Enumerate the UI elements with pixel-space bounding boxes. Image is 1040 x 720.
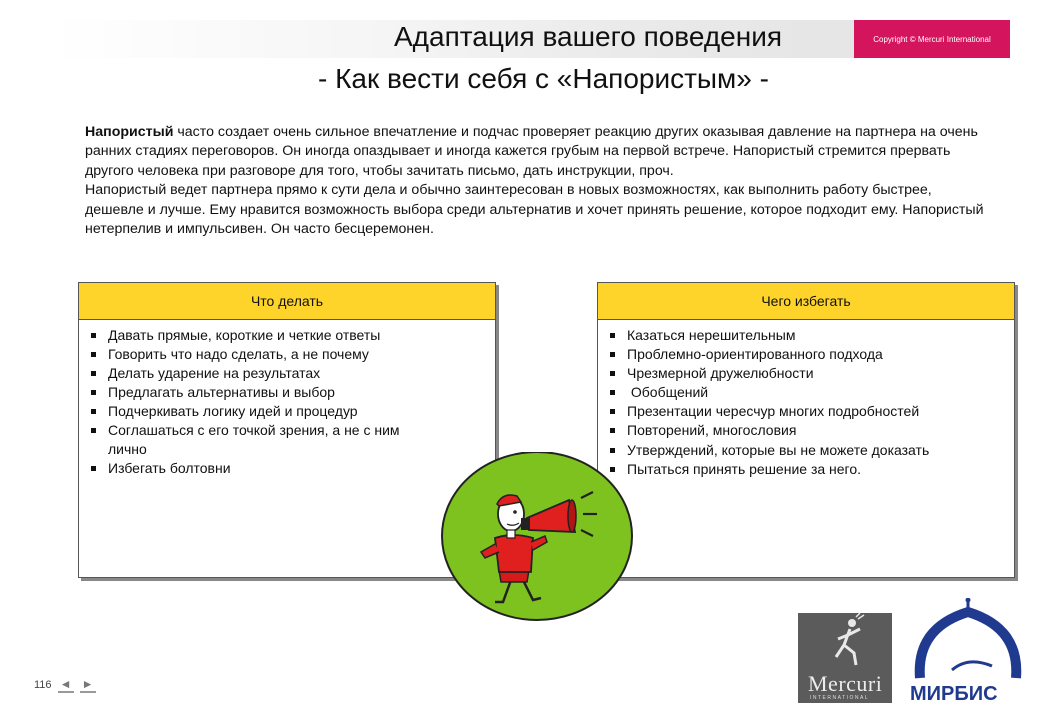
list-item: Казаться нерешительным: [608, 326, 1004, 345]
do-list: [79, 320, 495, 478]
mirbis-logo: [908, 598, 1030, 710]
list-item: Презентации чересчур многих подробностей: [608, 402, 1004, 421]
list-item: Говорить что надо сделать, а не почему: [89, 345, 485, 364]
mirbis-logo-text: МИРБИС: [910, 683, 998, 705]
list-item: Пытаться принять решение за него.: [608, 460, 1004, 479]
copyright-badge: [854, 20, 1010, 58]
page-number: 116: [34, 679, 52, 691]
intro-paragraph-1: [85, 123, 985, 181]
do-panel-header: Что делать: [79, 283, 495, 320]
next-page-button[interactable]: ►: [80, 677, 96, 693]
list-item: Чрезмерной дружелюбности: [608, 364, 1004, 383]
copyright-text: Copyright © Mercuri International: [873, 34, 991, 44]
mercuri-logo-text: Mercuri: [808, 671, 883, 696]
list-item: Обобщений: [608, 383, 1004, 402]
intro-paragraph-1-rest: часто создает очень сильное впечатление и подчас проверяет реакцию других оказывая давление на партнера на очень ранних стадиях переговоров. Он иногда опаздывает и иногда кажется грубым на первой встрече. Напористый стремится прервать другого человека при разговоре для того, чтобы зачитать письмо, дать инструкции, проч.: [85, 124, 978, 179]
avoid-list: [598, 320, 1014, 478]
prev-page-button[interactable]: ◄: [58, 677, 74, 693]
list-item: Утверждений, которые вы не можете доказать: [608, 441, 1004, 460]
page-subtitle: - Как вести себя с «Напористым» -: [318, 63, 769, 94]
list-item: Давать прямые, короткие и четкие ответы: [89, 326, 485, 345]
dome-icon: [908, 598, 1030, 688]
list-item: Делать ударение на результатах: [89, 364, 485, 383]
list-item: Повторений, многословия: [608, 421, 1004, 440]
list-item: Предлагать альтернативы и выбор: [89, 383, 485, 402]
list-item: Соглашаться с его точкой зрения, а не с ним лично: [89, 421, 438, 458]
page-navigation: [34, 677, 96, 693]
page-title: Адаптация вашего поведения: [394, 21, 782, 52]
avoid-panel: [597, 282, 1015, 578]
megaphone-man-icon: [441, 452, 635, 622]
avoid-panel-header: Чего избегать: [598, 283, 1014, 320]
do-panel: [78, 282, 496, 578]
intro-lead-word: Напористый: [85, 124, 174, 140]
intro-paragraph-2: Напористый ведет партнера прямо к сути дела и обычно заинтересован в новых возможностях, как выполнить работу быстрее, дешевле и лучше. Ему нравится возможность выбора среди альтернатив и хочет принять решение, которое подходит ему. Напористый нетерпелив и импульсивен. Он часто бесцеремонен.: [85, 182, 984, 238]
mercuri-logo-subtext: INTERNATIONAL: [810, 695, 870, 701]
runner-icon: [798, 613, 892, 673]
list-item: Проблемно-ориентированного подхода: [608, 345, 1004, 364]
mercuri-logo: [798, 613, 892, 703]
list-item: Подчеркивать логику идей и процедур: [89, 402, 485, 421]
intro-text: [85, 123, 985, 239]
list-item: Избегать болтовни: [89, 459, 485, 478]
